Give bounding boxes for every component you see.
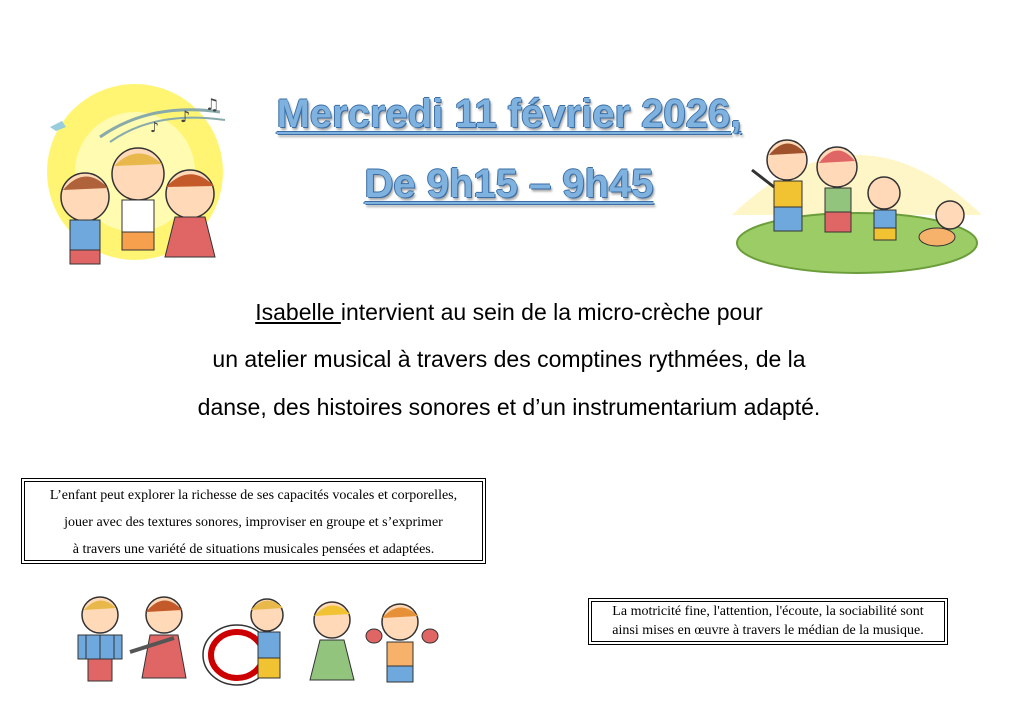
page-title: Mercredi 11 février 2026, [276,92,742,136]
skills-line-2: ainsi mises en œuvre à travers le médian de la musique. [612,623,924,638]
objectives-box [24,481,483,561]
intro-line-3: danse, des histoires sonores et d’un instrumentarium adapté. [197,394,821,420]
objectives-line-1: L’enfant peut explorer la richesse de ses capacités vocales et corporelles, [49,488,458,503]
skills-line-1: La motricité fine, l'attention, l'écoute, la sociabilité sont [612,604,924,619]
objectives-line-3: à travers une variété de situations musicales pensées et adaptées. [72,542,435,557]
objectives-line-2: jouer avec des textures sonores, improviser en groupe et s’exprimer [64,515,443,530]
skills-box [591,601,945,642]
page-subtitle-time: De 9h15 – 9h45 [364,162,654,206]
intro-line-2: un atelier musical à travers des comptines rythmées, de la [212,346,806,372]
svg-text:♪: ♪ [180,107,191,126]
intro-line-1-rest: intervient au sein de la micro-crèche pour [340,299,763,325]
svg-text:♪: ♪ [150,120,159,136]
svg-text:♫: ♫ [205,95,220,114]
children-instruments-icon [62,590,440,690]
intro-line-1 [0,299,1018,326]
intervenant-name: Isabelle [255,299,341,325]
